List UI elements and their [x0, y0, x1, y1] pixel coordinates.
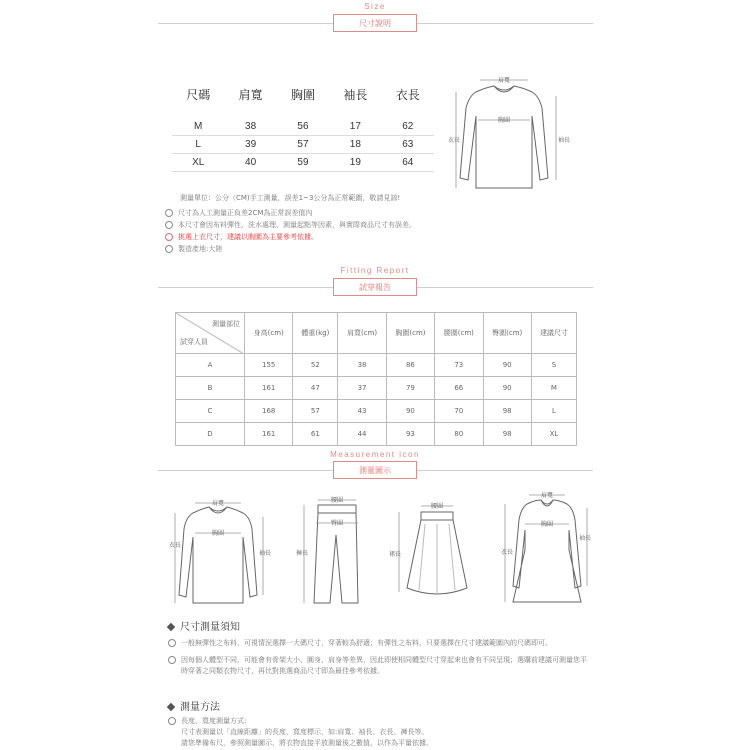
table-cell: 98	[483, 423, 531, 446]
circle-icon	[168, 656, 176, 664]
column-header: 肩寬(cm)	[338, 313, 386, 354]
column-header: 建議尺寸	[531, 313, 576, 354]
method-item	[168, 716, 588, 749]
method-line: 長度、寬度測量方式:	[181, 717, 247, 725]
fitting-section-title: 試穿報告	[333, 278, 417, 296]
label-hip: 臀圍	[330, 520, 344, 527]
label-waist: 腰圍	[430, 503, 444, 510]
tips-heading-text: 尺寸測量須知	[180, 622, 240, 633]
note-text: 挑選上衣尺寸，建議以胸圍為主要參考依據。	[178, 233, 318, 241]
table-row	[172, 136, 434, 154]
table-cell: 86	[386, 354, 434, 377]
table-cell: 18	[329, 136, 381, 154]
table-cell: 61	[293, 423, 338, 446]
table-row	[172, 118, 434, 136]
pants-icon	[290, 495, 370, 610]
table-cell: 63	[382, 136, 434, 154]
label-waist: 腰圍	[330, 497, 344, 504]
size-header: 尺碼	[186, 87, 211, 102]
table-row	[176, 423, 577, 446]
method-line: 尺寸表測量以「直線距離」的長度，寬度標示，如:肩寬、袖長、衣長、褲長等。	[181, 728, 429, 736]
table-cell: 56	[277, 118, 329, 136]
list-item	[165, 207, 585, 219]
column-header: 體重(kg)	[293, 313, 338, 354]
notes-list	[165, 207, 585, 255]
table-cell: 37	[338, 377, 386, 400]
label-shoulder: 肩寬	[540, 492, 554, 499]
table-cell: 70	[435, 400, 483, 423]
table-cell: 38	[224, 118, 276, 136]
list-item	[168, 638, 588, 649]
measure-section-title: 測量圖示	[333, 461, 417, 479]
table-cell: 93	[386, 423, 434, 446]
table-cell: M	[531, 377, 576, 400]
table-cell: 90	[386, 400, 434, 423]
list-item	[165, 243, 585, 255]
circle-icon	[165, 233, 173, 241]
tips-heading	[168, 618, 240, 633]
table-cell: 161	[245, 423, 293, 446]
table-cell: XL	[172, 154, 224, 172]
label-sleeve: 袖長	[258, 550, 272, 557]
table-cell: XL	[531, 423, 576, 446]
tips-list	[168, 638, 588, 677]
label-length: 裙長	[388, 551, 402, 558]
measure-section-subtitle: Measurement icon	[330, 450, 420, 459]
top-measurement-diagram	[444, 68, 584, 198]
list-item	[165, 219, 585, 231]
fitting-section-subtitle: Fitting Report	[340, 266, 410, 275]
table-cell: 38	[338, 354, 386, 377]
label-shoulder: 肩寬	[497, 77, 511, 84]
table-cell: 161	[245, 377, 293, 400]
circle-icon	[165, 245, 173, 253]
circle-icon	[168, 717, 176, 725]
size-table	[172, 80, 434, 172]
table-cell: B	[176, 377, 245, 400]
table-cell: A	[176, 354, 245, 377]
table-cell: 39	[224, 136, 276, 154]
label-shoulder: 肩寬	[211, 500, 225, 507]
table-row	[172, 154, 434, 172]
table-cell: D	[176, 423, 245, 446]
label-length: 衣長	[447, 137, 461, 144]
label-sleeve: 袖長	[557, 137, 571, 144]
method-heading	[168, 698, 220, 713]
circle-icon	[165, 209, 173, 217]
table-cell: 79	[386, 377, 434, 400]
circle-icon	[168, 639, 176, 647]
table-cell: S	[531, 354, 576, 377]
label-length: 衣長	[168, 542, 182, 549]
table-cell: 64	[382, 154, 434, 172]
table-cell: L	[172, 136, 224, 154]
table-row	[176, 400, 577, 423]
measure-note: 測量單位：公分（CM)手工測量，誤差1~3公分為正常範圍，敬請見諒!	[180, 194, 401, 202]
top-icon	[165, 495, 275, 610]
table-cell: 66	[435, 377, 483, 400]
label-length: 衣長	[500, 549, 514, 556]
column-header: 身高(cm)	[245, 313, 293, 354]
size-header: 胸圍	[290, 87, 315, 102]
table-cell: 19	[329, 154, 381, 172]
table-cell: 17	[329, 118, 381, 136]
label-sleeve: 袖長	[578, 535, 592, 542]
size-header: 肩寬	[238, 87, 263, 102]
corner-top: 測量部位	[212, 320, 240, 328]
table-cell: 52	[293, 354, 338, 377]
circle-icon	[165, 221, 173, 229]
tip-text: 一般無彈性之布料，可視情況選擇一大碼尺寸，穿著較為舒適；有彈性之布料，只要選擇在尺寸建議範圍內的尺碼即可。	[181, 639, 552, 647]
table-cell: 73	[435, 354, 483, 377]
table-row	[176, 354, 577, 377]
column-header: 胸圍(cm)	[386, 313, 434, 354]
table-cell: 168	[245, 400, 293, 423]
table-cell: 62	[382, 118, 434, 136]
list-item	[165, 231, 585, 243]
table-cell: 59	[277, 154, 329, 172]
skirt-icon	[385, 500, 485, 610]
column-header: 腰圍(cm)	[435, 313, 483, 354]
note-text: 製造產地:大陸	[178, 245, 223, 253]
size-section-subtitle: Size	[364, 2, 386, 11]
table-row	[176, 377, 577, 400]
column-header: 臀圍(cm)	[483, 313, 531, 354]
list-item	[168, 655, 588, 677]
fitting-table	[175, 312, 577, 446]
size-header: 衣長	[395, 87, 420, 102]
table-cell: 57	[277, 136, 329, 154]
dress-icon	[495, 490, 595, 610]
corner-bottom: 試穿人員	[180, 338, 208, 346]
table-cell: M	[172, 118, 224, 136]
diamond-icon	[167, 703, 175, 711]
table-cell: 90	[483, 354, 531, 377]
table-cell: C	[176, 400, 245, 423]
method-heading-text: 測量方法	[180, 702, 220, 713]
note-text: 尺寸為人工測量正負差2CM為正常誤差值內	[178, 209, 313, 217]
table-cell: 80	[435, 423, 483, 446]
label-length: 褲長	[295, 550, 309, 557]
label-chest: 胸圍	[540, 521, 554, 528]
table-cell: 43	[338, 400, 386, 423]
table-cell: 44	[338, 423, 386, 446]
size-header: 袖長	[343, 87, 368, 102]
table-cell: L	[531, 400, 576, 423]
table-cell: 90	[483, 377, 531, 400]
diamond-icon	[167, 623, 175, 631]
note-text: 本尺寸會因布料彈性、洗水處理、測量起點等因素，與實際商品尺寸有誤差。	[178, 221, 416, 229]
table-cell: 40	[224, 154, 276, 172]
table-cell: 155	[245, 354, 293, 377]
table-cell: 98	[483, 400, 531, 423]
method-line: 請您準備布尺，參照測量圖示，將衣物直接平放測量後之數值，以作為平量依據。	[181, 739, 433, 747]
label-chest: 胸圍	[211, 530, 225, 537]
size-section-title: 尺寸說明	[333, 14, 417, 32]
label-chest: 胸圍	[497, 117, 511, 124]
table-corner	[176, 313, 245, 354]
table-cell: 47	[293, 377, 338, 400]
table-cell: 57	[293, 400, 338, 423]
tip-text: 因每個人體型不同，可能會有骨架大小、圓身、肩身等差異，因此即使相同體型尺寸穿起來也會有不同呈現；選購前建議可測量您平時穿著之同類衣物尺寸，再比對挑選商品尺寸即為最佳參考依據。	[181, 656, 587, 675]
